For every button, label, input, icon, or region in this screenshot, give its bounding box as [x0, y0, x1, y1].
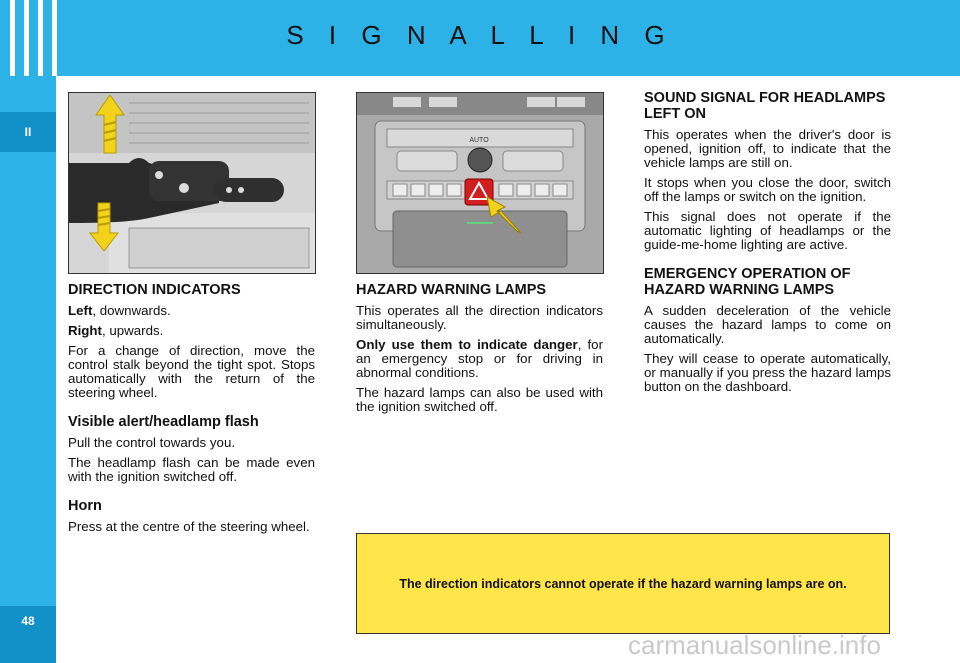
arrow-down-icon	[89, 201, 119, 251]
chapter-tab[interactable]: II	[0, 112, 56, 152]
right-column	[644, 90, 891, 400]
right-instruction: Right, upwards.	[68, 323, 164, 338]
emergency-text-2: They will cease to operate automatically, or manually if you press the hazard lamps button on the dashboard.	[644, 351, 891, 394]
change-direction-text: For a change of direction, move the control stalk beyond the tight spot. Stops automatically with the return of the steering wheel.	[68, 343, 315, 400]
visible-alert-text-2: The headlamp flash can be made even with the ignition switched off.	[68, 455, 315, 484]
indicator-stalk-photo	[68, 92, 316, 274]
dashboard-illustration	[357, 93, 603, 273]
sound-signal-text-1: This operates when the driver's door is opened, ignition off, to indicate that the vehicle lamps are still on.	[644, 127, 891, 170]
warning-note-text: The direction indicators cannot operate if the hazard warning lamps are on.	[399, 576, 847, 591]
sidebar	[0, 76, 56, 663]
hazard-text-2: Only use them to indicate danger, for an emergency stop or for driving in abnormal conditions.	[356, 337, 603, 380]
middle-column	[356, 282, 603, 420]
auto-button-label: AUTO	[469, 137, 489, 144]
hazard-switch-photo	[356, 92, 604, 274]
page-title: S I G N A L L I N G	[286, 20, 674, 50]
left-column	[68, 282, 315, 540]
horn-text: Press at the centre of the steering wheel.	[68, 519, 310, 534]
warning-note	[356, 533, 890, 634]
page-number: 48	[0, 606, 56, 663]
hazard-heading: HAZARD WARNING LAMPS	[356, 282, 547, 298]
hazard-text-1: This operates all the direction indicators simultaneously.	[356, 303, 603, 332]
visible-alert-heading: Visible alert/headlamp flash	[68, 414, 259, 430]
sound-signal-text-2: It stops when you close the door, switch off the lamps or switch on the ignition.	[644, 175, 891, 204]
header-band	[0, 0, 960, 76]
sound-signal-heading: SOUND SIGNAL FOR HEADLAMPS LEFT ON	[644, 90, 886, 122]
horn-heading: Horn	[68, 498, 102, 514]
visible-alert-text-1: Pull the control towards you.	[68, 435, 236, 450]
left-instruction: Left, downwards.	[68, 303, 171, 318]
arrow-up-icon	[95, 95, 125, 155]
sound-signal-text-3: This signal does not operate if the automatic lighting of headlamps or the guide-me-home lighting are active.	[644, 209, 891, 252]
direction-indicators-heading: DIRECTION INDICATORS	[68, 282, 241, 298]
emergency-text-1: A sudden deceleration of the vehicle causes the hazard lamps to come on automatically.	[644, 303, 891, 346]
hazard-text-3: The hazard lamps can also be used with the ignition switched off.	[356, 385, 603, 414]
watermark: carmanualsonline.info	[628, 630, 881, 660]
emergency-heading: EMERGENCY OPERATION OF HAZARD WARNING LAMPS	[644, 266, 851, 298]
